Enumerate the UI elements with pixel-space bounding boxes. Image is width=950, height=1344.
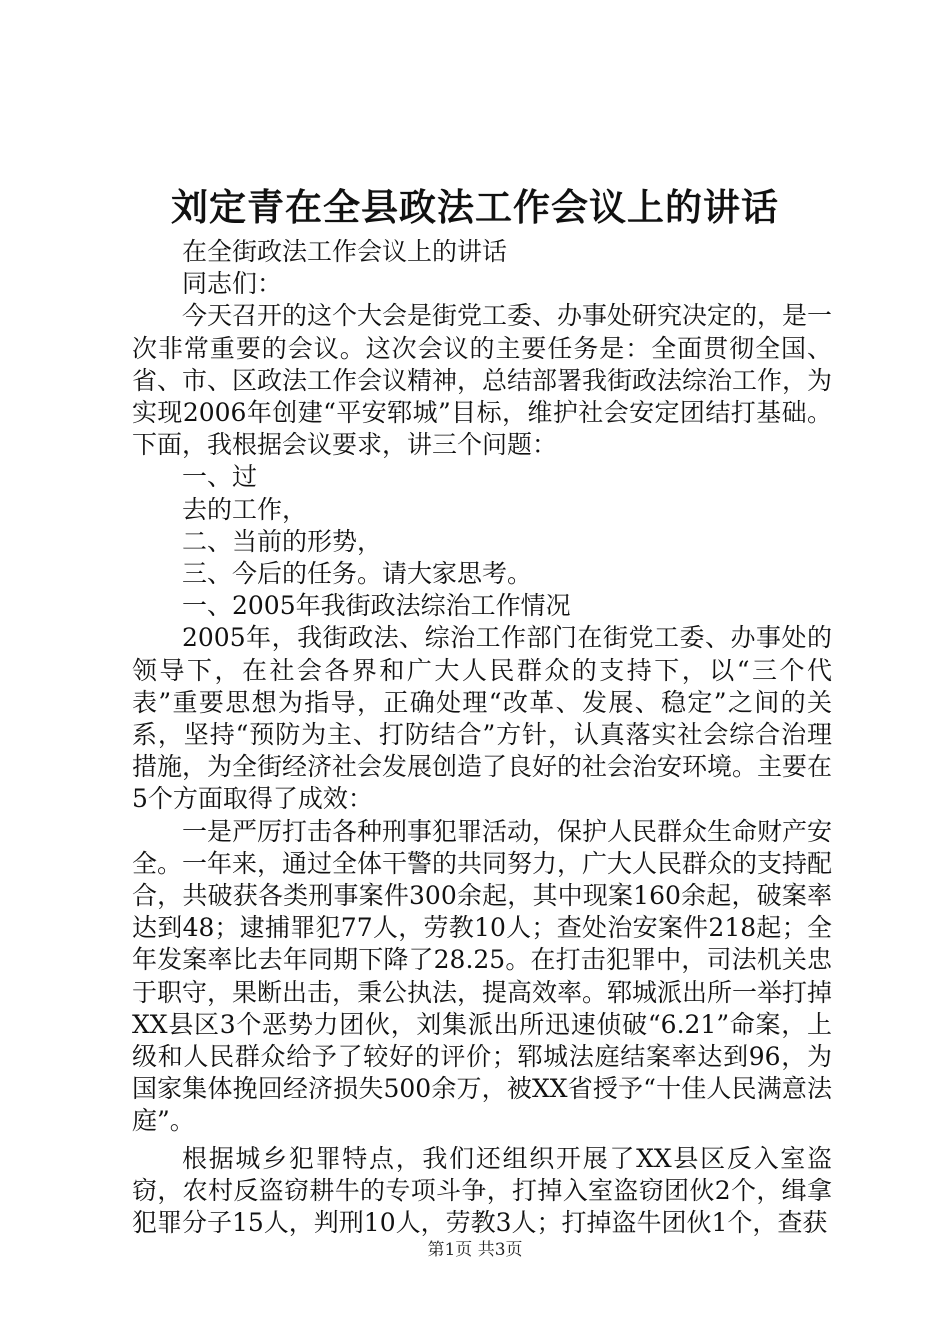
outline-item-3: 三、今后的任务。请大家思考。 [182, 559, 533, 589]
intro-paragraph: 今天召开的这个大会是街党工委、办事处研究决定的，是一次非常重要的会议。这次会议的主要任务是：全面贯彻全国、省、市、区政法工作会议精神，总结部署我街政法综治工作，为实现2006年创建“平安郓城”目标，维护社会安定团结打基础。下面，我根据会议要求，讲三个问题： [132, 301, 833, 460]
achievement-paragraph-2: 根据城乡犯罪特点，我们还组织开展了XX县区反入室盗窃，农村反盗窃耕牛的专项斗争，打掉入室盗窃团伙2个，缉拿犯罪分子15人，判刑10人，劳教3人；打掉盗牛团伙1个，查获 [132, 1143, 832, 1238]
outline-item-1b: 去的工作， [182, 494, 308, 524]
outline-item-1a: 一、过 [182, 462, 258, 492]
salutation-paragraph: 同志们： [182, 269, 283, 299]
summary-paragraph: 2005年，我街政法、综治工作部门在街党工委、办事处的领导下，在社会各界和广大人民群众的支持下，以“三个代表”重要思想为指导，正确处理“改革、发展、稳定”之间的关系，坚持“预防为主、打防结合”方针，认真落实社会综合治理措施，为全街经济社会发展创造了良好的社会治安环境。主要在5个方面取得了成效： [132, 623, 833, 814]
outline-item-2: 二、当前的形势， [182, 526, 383, 556]
page-footer: 第1页 共3页 [427, 1240, 523, 1260]
document-body [132, 236, 832, 1239]
document-title: 刘定青在全县政法工作会议上的讲话 [171, 185, 779, 229]
section-heading-1: 一、2005年我街政法综治工作情况 [182, 591, 571, 621]
achievement-paragraph-1: 一是严厉打击各种刑事犯罪活动，保护人民群众生命财产安全。一年来，通过全体干警的共同努力，广大人民群众的支持配合，共破获各类刑事案件300余起，其中现案160余起，破案率达到48；逮捕罪犯77人，劳教10人；查处治安案件218起；全年发案率比去年同期下降了28.25。在打击犯罪中，司法机关忠于职守，果断出击，秉公执法，提高效率。郓城派出所一举打掉XX县区3个恶势力团伙，刘集派出所迅速侦破“6.21”命案，上级和人民群众给予了较好的评价；郓城法庭结案率达到96，为国家集体挽回经济损失500余万，被XX省授予“十佳人民满意法庭”。 [132, 816, 833, 1136]
subtitle-paragraph: 在全街政法工作会议上的讲话 [182, 237, 508, 266]
